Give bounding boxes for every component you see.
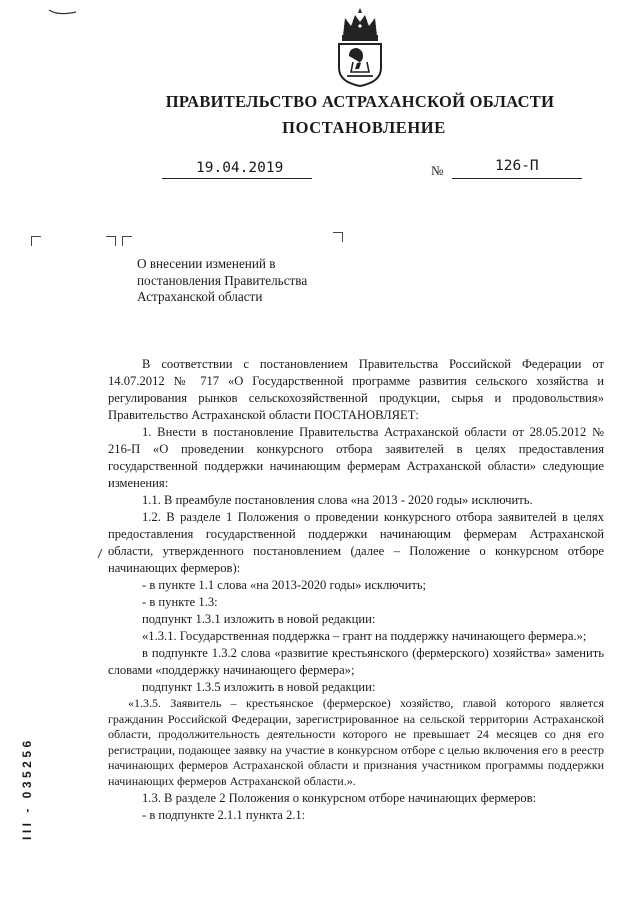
document-type-title: ПОСТАНОВЛЕНИЕ: [282, 118, 446, 137]
document-number: 126-П: [495, 158, 539, 174]
item-1-3: 1.3. В разделе 2 Положения о конкурсном отборе начинающих фермеров:: [142, 790, 537, 805]
resolution-body: [108, 356, 604, 824]
item-1-1: 1.1. В преамбуле постановления слова «на 2013 - 2020 годы» исключить.: [142, 493, 533, 507]
amendment-line-1-3-1: подпункт 1.3.1 изложить в новой редакции:: [142, 612, 376, 626]
margin-pen-mark: [96, 548, 104, 560]
preamble-paragraph: В соответствии с постановлением Правительства Российской Федерации от 14.07.2012 № 717 «О Государственной программе развития сельского хозяйства и регулирования рынков сельскохозяйственной продукции, сырья и продовольствия» Правительство Астраханской области ПОСТАНОВЛЯЕТ:: [108, 357, 604, 422]
corner-mark-mid-right: [122, 236, 132, 246]
form-serial-number: III - 035256: [20, 737, 34, 840]
corner-mark-left: [31, 236, 41, 246]
amendment-line-1-1: - в пункте 1.1 слова «на 2013-2020 годы» исключить;: [142, 578, 427, 592]
date-underline: [162, 178, 312, 179]
corner-mark-right: [333, 232, 343, 242]
government-title: ПРАВИТЕЛЬСТВО АСТРАХАНСКОЙ ОБЛАСТИ: [165, 92, 555, 111]
corner-mark-mid-left: [106, 236, 116, 246]
item-1-2: 1.2. В разделе 1 Положения о проведении конкурсного отбора заявителей в целях предоставления государственной поддержки начинающим фермерам Астраханской области, утвержденного постановлением (далее – Положение о конкурсном отборе начинающих фермеров):: [108, 510, 604, 575]
amendment-line-1-3-2: в подпункте 1.3.2 слова «развитие крестьянского (фермерского) хозяйства» заменить словами «поддержку начинающего фермера»;: [108, 646, 604, 677]
document-date: 19.04.2019: [196, 160, 284, 176]
amendment-text-1-3-1: «1.3.1. Государственная поддержка – грант на поддержку начинающего фермера.»;: [142, 629, 587, 643]
amendment-text-1-3-5: «1.3.5. Заявитель – крестьянское (фермерское) хозяйство, главой которого является гражданин Российской Федерации, зарегистрированное на сельской территории Астраханской области, продолжительность деятельности которого не превышает 24 месяцев со дня его регистрации, подающее заявку на участие в конкурсном отборе с целью включения его в реестр начинающих фермеров Астраханской области и признания участником программы поддержки начинающих фермеров Астраханской области.».: [108, 696, 604, 788]
resolution-subject: О внесении изменений в постановления Правительства Астраханской области: [137, 256, 308, 305]
coat-of-arms-emblem: [333, 6, 387, 88]
number-underline: [452, 178, 582, 179]
item-1: 1. Внести в постановление Правительства Астраханской области от 28.05.2012 № 216-П «О проведении конкурсного отбора заявителей в целях предоставления государственной поддержки начинающим фермерам Астраханской области» следующие изменения:: [108, 425, 604, 490]
scan-artifact-mark: [48, 6, 78, 18]
amendment-line-2-1-1: - в подпункте 2.1.1 пункта 2.1:: [142, 807, 306, 822]
number-sign: №: [431, 163, 444, 178]
amendment-line-1-3: - в пункте 1.3:: [142, 595, 218, 609]
amendment-line-1-3-5: подпункт 1.3.5 изложить в новой редакции:: [142, 680, 376, 694]
